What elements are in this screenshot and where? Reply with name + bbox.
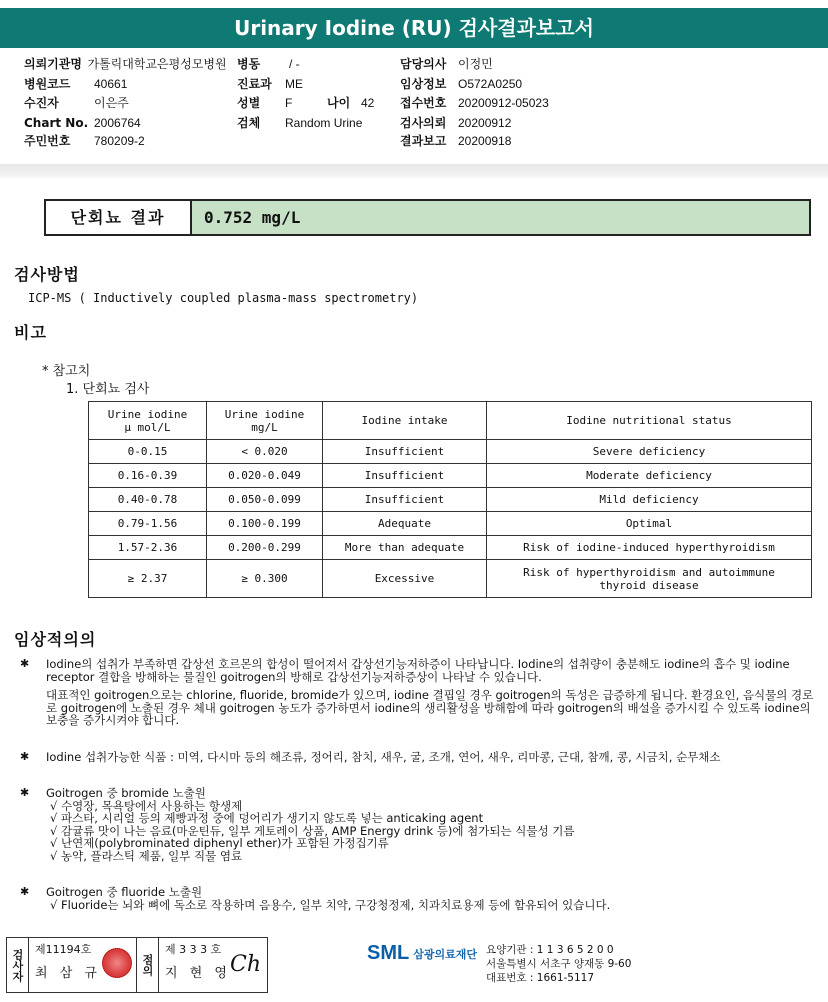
chart-value: 2006764	[94, 116, 141, 130]
clinical-heading: 임상적의의	[14, 630, 97, 649]
col-header-umol: Urine iodine μ mol/L	[89, 402, 207, 440]
ward-value: / -	[289, 57, 300, 71]
result-value: 0.752 mg/L	[192, 201, 809, 234]
report-value: 20200918	[458, 134, 512, 148]
table-cell: Risk of iodine-induced hyperthyroidism	[487, 536, 812, 560]
dept-value: ME	[285, 77, 303, 91]
seal-icon	[102, 948, 132, 978]
table-cell: Insufficient	[323, 464, 487, 488]
table-cell: 1.57-2.36	[89, 536, 207, 560]
clinical-text-3: Iodine 섭취가능한 식품 : 미역, 다시마 등의 해조류, 정어리, 참치, 새우, 굴, 조개, 연어, 새우, 리마콩, 근대, 참깨, 콩, 시금치, 순무채소	[46, 750, 721, 764]
table-cell: Excessive	[323, 560, 487, 598]
col-header-mgl: Urine iodine mg/L	[207, 402, 323, 440]
patient-label: 수진자	[24, 96, 59, 110]
patient-value: 이은주	[94, 96, 129, 110]
resident-row	[24, 134, 145, 149]
sex-row	[237, 96, 293, 111]
phone-line: 대표번호 : 1661-5117	[486, 972, 595, 984]
age-label: 나이	[327, 96, 351, 110]
request-row	[400, 116, 512, 131]
header-separator	[0, 164, 828, 178]
lab-logo	[367, 942, 477, 965]
inspector-license: 제11194호	[35, 943, 92, 956]
patient-row	[24, 96, 129, 111]
specimen-label: 검체	[237, 116, 261, 130]
table-cell: ≥ 0.300	[207, 560, 323, 598]
signature: Ch	[229, 952, 261, 977]
table-cell: Insufficient	[323, 488, 487, 512]
bromide-item: √ 감귤류 맛이 나는 음료(마운틴듀, 일부 게토레이 상품, AMP Energy drink 등)에 첨가되는 식물성 기름	[50, 823, 575, 838]
bromide-item: √ 농약, 플라스틱 제품, 일부 직물 염료	[50, 848, 243, 863]
bromide-item: √ 수영장, 목욕탕에서 사용하는 항생제	[50, 798, 243, 813]
clinical-info-label: 임상정보	[400, 77, 447, 91]
resident-value: 780209-2	[94, 134, 145, 148]
bromide-title: Goitrogen 중 bromide 노출원	[46, 786, 206, 800]
clinical-text-1: Iodine의 섭취가 부족하면 갑상선 호르몬의 합성이 떨어져서 갑상선기능저하증이 나타납니다. Iodine의 섭취량이 충분해도 iodine의 흡수 및 iodine receptor 결합을 방해하는 물질인 goitrogen의 방해로 갑상선기능저하증상이 나타날 수 있습니다.	[46, 657, 790, 684]
ref-subtitle: 1. 단회뇨 검사	[66, 382, 150, 397]
table-cell: < 0.020	[207, 440, 323, 464]
col-header-status: Iodine nutritional status	[487, 402, 812, 440]
sex-label: 성별	[237, 96, 261, 110]
institution-code: 요양기관 : 1 1 3 6 5 2 0 0	[486, 944, 614, 956]
bullet-icon: ✱	[20, 657, 30, 670]
table-row	[89, 536, 812, 560]
table-cell: Adequate	[323, 512, 487, 536]
dept-label: 진료과	[237, 77, 272, 91]
table-cell: 0.020-0.049	[207, 464, 323, 488]
clinical-info-value: O572A0250	[458, 77, 523, 91]
resident-label: 주민번호	[24, 134, 71, 148]
table-cell: 0.16-0.39	[89, 464, 207, 488]
table-cell: 0-0.15	[89, 440, 207, 464]
clinical-text-2: 대표적인 goitrogen으로는 chlorine, fluoride, bromide가 있으며, iodine 결핍일 경우 goitrogen의 독성은 급증하게 됩니다. 환경요인, 음식물의 경로로 goitrogen에 노출된 경우 체내 goitrogen 농도가 증가하면서 iodine의 생리활성을 방해함에 따라 goitrogen의 배설을 증가시킬 수 있도록 iodine의 보충을 증가시켜야 합니다.	[46, 688, 814, 727]
remarks-heading: 비고	[14, 323, 47, 342]
result-label: 단회뇨 결과	[46, 201, 192, 234]
address-line: 서울특별시 서초구 양재동 9-60	[486, 958, 632, 970]
dept-row	[237, 77, 303, 92]
report-row	[400, 134, 512, 149]
specimen-row	[237, 116, 363, 131]
table-row	[89, 512, 812, 536]
table-cell: 0.100-0.199	[207, 512, 323, 536]
fluoride-item: √ Fluoride는 뇌와 뼈에 독소로 작용하며 음용수, 일부 치약, 구강청정제, 치과치료용제 등에 함유되어 있습니다.	[50, 897, 611, 912]
ward-label: 병동	[237, 57, 261, 71]
clinical-paragraph-3	[20, 750, 818, 764]
signature-box	[6, 937, 268, 993]
bullet-icon: ✱	[20, 750, 30, 763]
inspector-name: 최 삼 규	[35, 966, 101, 981]
clinical-paragraph-1	[20, 657, 818, 727]
reference-table	[88, 401, 812, 598]
table-cell: 0.200-0.299	[207, 536, 323, 560]
bromide-section	[20, 786, 818, 863]
hospital-code-label: 병원코드	[24, 77, 71, 91]
table-cell: Insufficient	[323, 440, 487, 464]
table-cell: Risk of hyperthyroidism and autoimmune thyroid disease	[487, 560, 812, 598]
request-label: 검사의뢰	[400, 116, 447, 130]
table-cell: Mild deficiency	[487, 488, 812, 512]
doctor-label: 담당의사	[400, 57, 447, 71]
report-label: 결과보고	[400, 134, 447, 148]
reception-row	[400, 96, 549, 111]
reviewer-cell	[159, 938, 267, 992]
lab-address	[486, 943, 631, 985]
reception-label: 접수번호	[400, 96, 447, 110]
institution-row	[24, 57, 227, 72]
request-value: 20200912	[458, 116, 512, 130]
table-cell: Severe deficiency	[487, 440, 812, 464]
method-text: ICP-MS ( Inductively coupled plasma-mass spectrometry)	[28, 291, 419, 305]
table-row	[89, 560, 812, 598]
institution-value: 가톨릭대학교은평성모병원	[87, 57, 227, 71]
table-cell: 0.40-0.78	[89, 488, 207, 512]
logo-mark: SML	[367, 942, 410, 964]
table-cell: 0.79-1.56	[89, 512, 207, 536]
age-value: 42	[361, 96, 375, 110]
age-row	[327, 96, 375, 111]
table-row	[89, 464, 812, 488]
clinical-info-row	[400, 77, 523, 92]
table-cell: Optimal	[487, 512, 812, 536]
fluoride-section	[20, 885, 818, 912]
table-row	[89, 488, 812, 512]
col-header-intake: Iodine intake	[323, 402, 487, 440]
report-title: Urinary Iodine (RU) 검사결과보고서	[0, 8, 828, 48]
doctor-value: 이정민	[458, 57, 493, 71]
method-heading: 검사방법	[14, 265, 80, 284]
hospital-code-value: 40661	[94, 77, 128, 91]
reviewer-name: 지 현 영	[165, 966, 231, 981]
fluoride-title: Goitrogen 중 fluoride 노출원	[46, 885, 203, 899]
table-cell: More than adequate	[323, 536, 487, 560]
chart-label: Chart No.	[24, 116, 89, 130]
institution-label: 의뢰기관명	[24, 57, 82, 71]
sex-value: F	[285, 96, 293, 110]
ward-row	[237, 57, 300, 72]
result-box	[44, 199, 811, 236]
inspector-cell	[29, 938, 137, 992]
reception-value: 20200912-05023	[458, 96, 549, 110]
logo-name: 삼광의료재단	[413, 947, 477, 961]
bromide-item: √ 파스타, 시리얼 등의 제빵과정 중에 덩어리가 생기지 않도록 넣는 anticaking agent	[50, 811, 484, 825]
chart-row	[24, 116, 141, 131]
specimen-value: Random Urine	[285, 116, 363, 130]
hospital-code-row	[24, 77, 128, 92]
table-cell: Moderate deficiency	[487, 464, 812, 488]
reviewer-license: 제 3 3 3 호	[165, 943, 222, 956]
reviewer-vertical-label: 점의	[137, 938, 159, 992]
bullet-icon: ✱	[20, 786, 30, 799]
table-cell: ≥ 2.37	[89, 560, 207, 598]
bromide-item: √ 난연제(polybrominated diphenyl ether)가 포함된 가정집기류	[50, 836, 389, 850]
ref-title: * 참고치	[42, 364, 91, 379]
table-row	[89, 440, 812, 464]
inspector-vertical-label: 검사자	[7, 938, 29, 992]
bullet-icon: ✱	[20, 885, 30, 898]
table-cell: 0.050-0.099	[207, 488, 323, 512]
table-header-row	[89, 402, 812, 440]
doctor-row	[400, 57, 493, 72]
